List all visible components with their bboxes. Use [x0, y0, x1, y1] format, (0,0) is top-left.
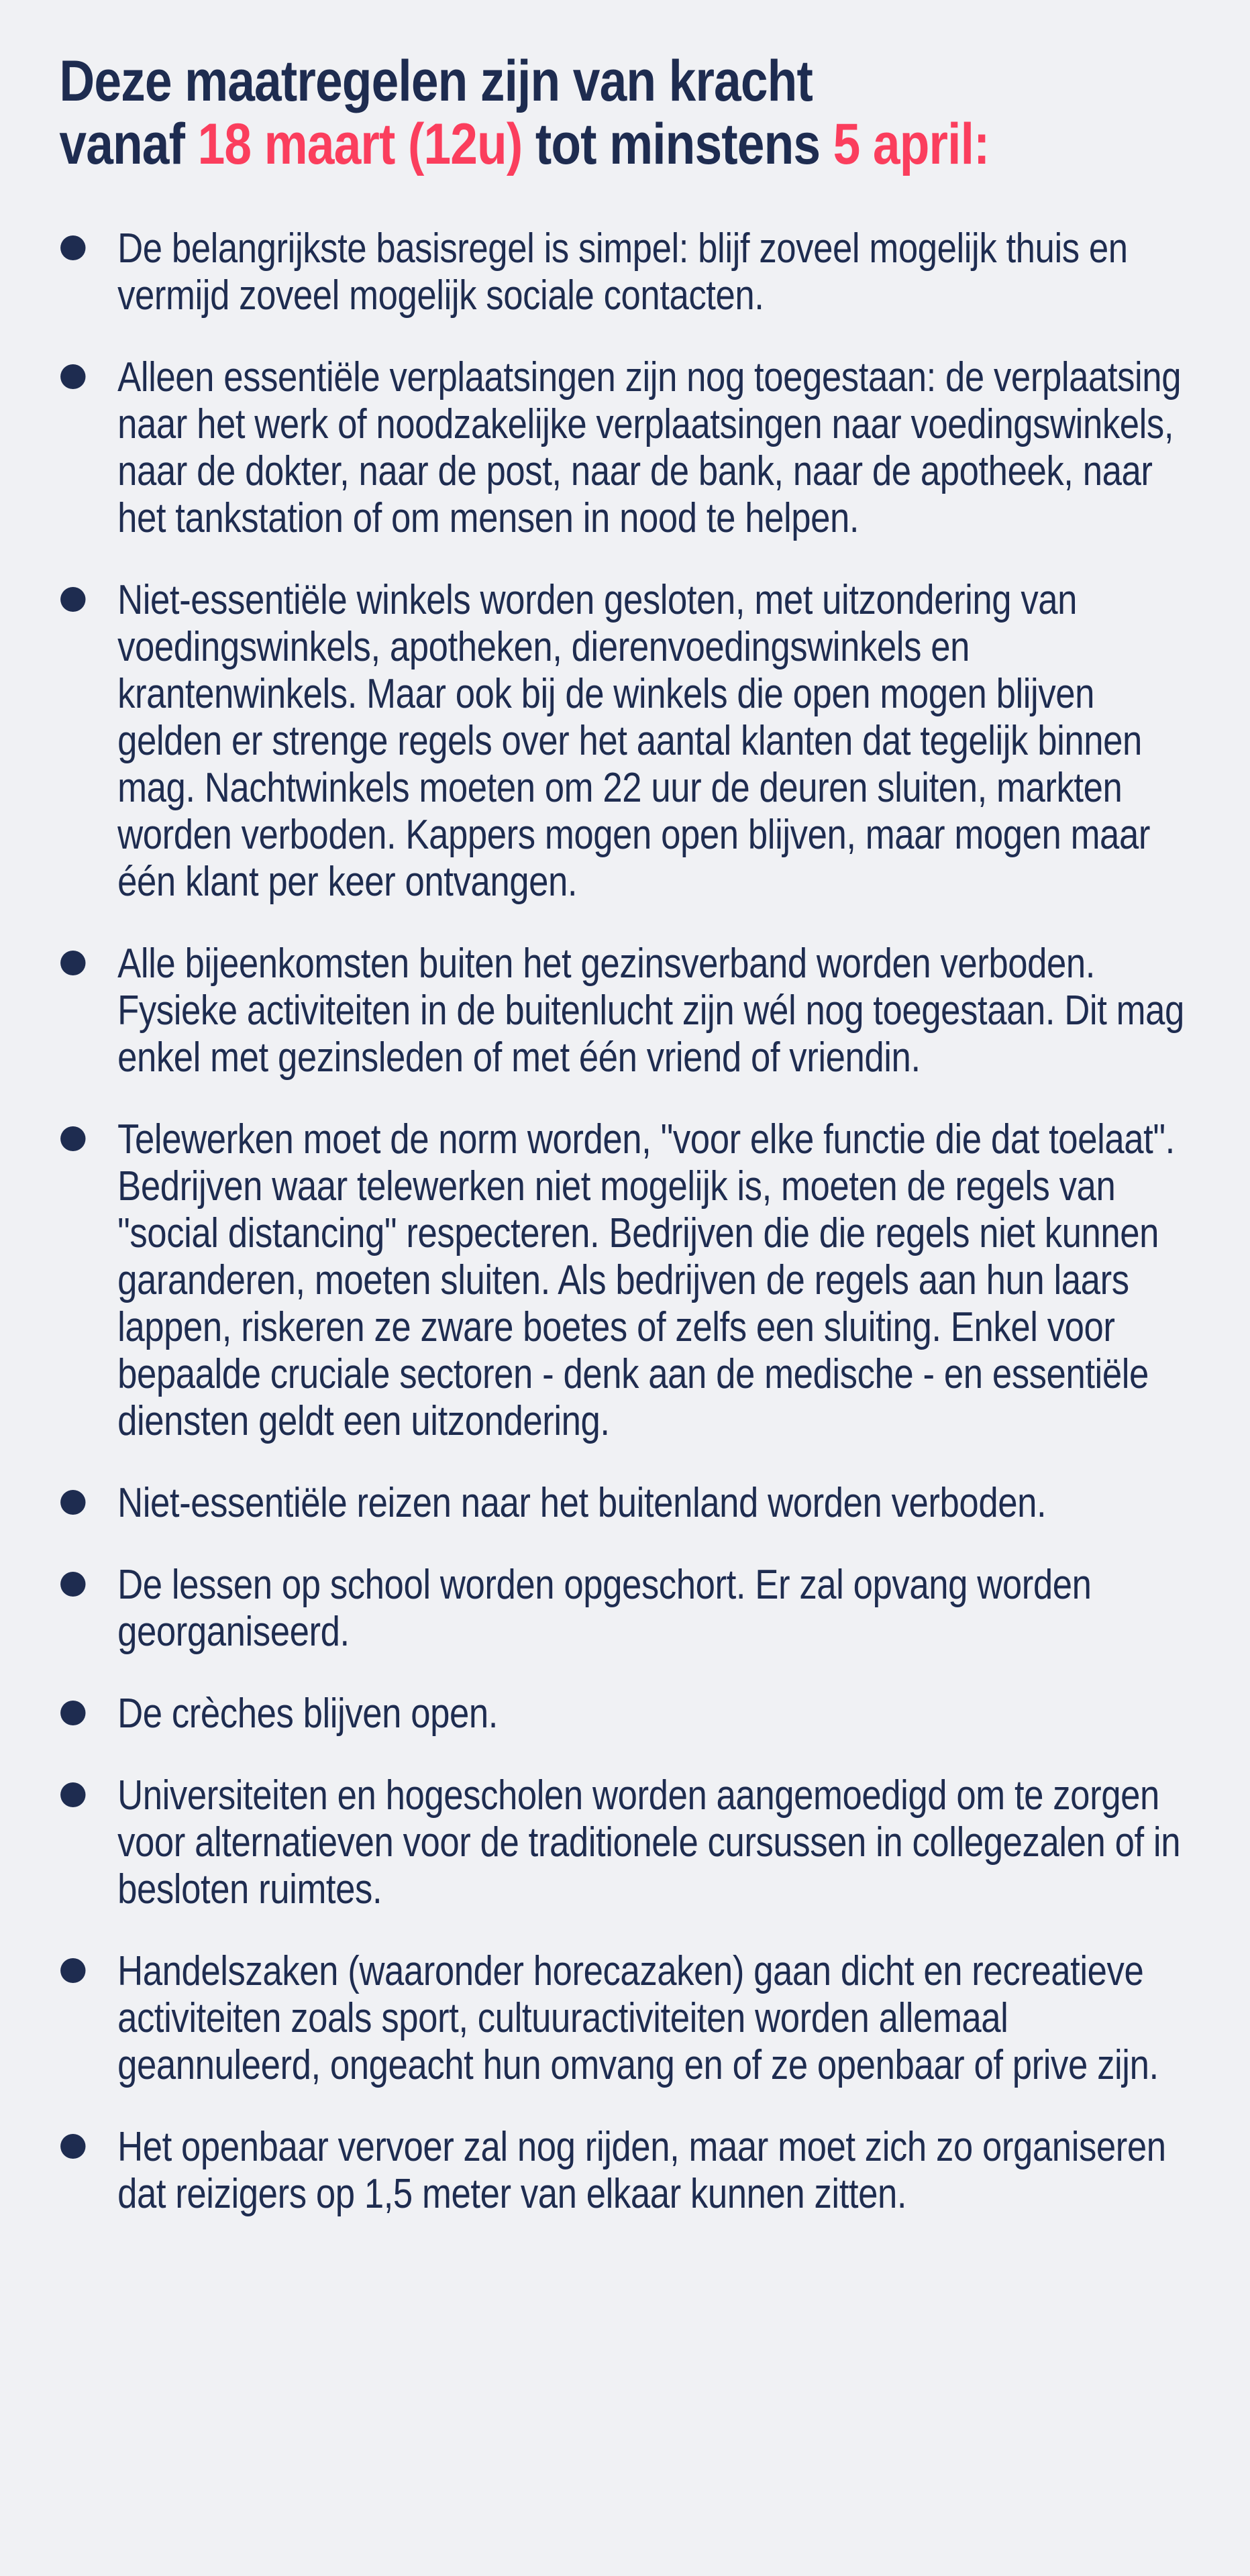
title-line-2 — [59, 113, 1250, 176]
list-item — [60, 1690, 1250, 1737]
bullet-dot-icon — [60, 1490, 85, 1515]
bullet-dot-icon — [60, 1958, 85, 1983]
measure-text: De belangrijkste basisregel is simpel: blijf zoveel mogelijk thuis en vermijd zoveel mogelijk sociale contacten. — [117, 225, 1128, 319]
measure-text: Handelszaken (waaronder horecazaken) gaan dicht en recreatieve activiteiten zoals sport, cultuuractiviteiten worden allemaal geannuleerd, ongeacht hun omvang en of ze openbaar of prive zijn. — [117, 1948, 1159, 2088]
measure-text: Universiteiten en hogescholen worden aangemoedigd om te zorgen voor alternatieven voor de traditionele cursussen in collegezalen of in besloten ruimtes. — [117, 1772, 1181, 1913]
bullet-dot-icon — [60, 1572, 85, 1597]
bullet-dot-icon — [60, 235, 85, 260]
bullet-dot-icon — [60, 2134, 85, 2159]
page-title — [59, 50, 1250, 176]
bullet-dot-icon — [60, 1701, 85, 1725]
list-item — [60, 1948, 1250, 2089]
title-line-1: Deze maatregelen zijn van kracht — [59, 49, 813, 113]
measure-text: Het openbaar vervoer zal nog rijden, maar moet zich zo organiseren dat reizigers op 1,5 meter van elkaar kunnen zitten. — [117, 2124, 1166, 2217]
measure-text: Alle bijeenkomsten buiten het gezinsverband worden verboden. Fysieke activiteiten in de buitenlucht zijn wél nog toegestaan. Dit mag enkel met gezinsleden of met één vriend of vriendin. — [117, 941, 1184, 1081]
measure-text: De crèches blijven open. — [117, 1690, 499, 1737]
title-text-segment: vanaf — [59, 112, 198, 176]
title-accent-date: 5 april: — [833, 112, 990, 176]
bullet-dot-icon — [60, 587, 85, 612]
list-item — [60, 941, 1250, 1081]
list-item — [60, 225, 1250, 319]
title-accent-date: 18 maart (12u) — [197, 112, 523, 176]
measure-text: De lessen op school worden opgeschort. Er zal opvang worden georganiseerd. — [117, 1562, 1092, 1655]
measure-text: Niet-essentiële reizen naar het buitenland worden verboden. — [117, 1480, 1047, 1526]
measure-text: Niet-essentiële winkels worden gesloten, met uitzondering van voedingswinkels, apotheken, dierenvoedingswinkels en krantenwinkels. Maar ook bij de winkels die open mogen blijven gelden er strenge regels over het aantal klanten dat tegelijk binnen mag. Nachtwinkels moeten om 22 uur de deuren sluiten, markten worden verboden. Kappers mogen open blijven, maar mogen maar één klant per keer ontvangen. — [117, 577, 1150, 905]
measures-list — [59, 225, 1250, 2218]
list-item — [60, 2124, 1250, 2218]
list-item — [60, 1772, 1250, 1913]
measure-text: Telewerken moet de norm worden, "voor elke functie die dat toelaat". Bedrijven waar telewerken niet mogelijk is, moeten de regels van "social distancing" respecteren. Bedrijven die die regels niet kunnen garanderen, moeten sluiten. Als bedrijven de regels aan hun laars lappen, riskeren ze zware boetes of zelfs een sluiting. Enkel voor bepaalde cruciale sectoren - denk aan de medische - en essentiële diensten geldt een uitzondering. — [117, 1116, 1175, 1444]
bullet-dot-icon — [60, 1782, 85, 1807]
bullet-dot-icon — [60, 364, 85, 389]
list-item — [60, 1116, 1250, 1445]
measure-text: Alleen essentiële verplaatsingen zijn nog toegestaan: de verplaatsing naar het werk of noodzakelijke verplaatsingen naar voedingswinkels, naar de dokter, naar de post, naar de bank, naar de apotheek, naar het tankstation of om mensen in nood te helpen. — [117, 354, 1182, 541]
list-item — [60, 577, 1250, 906]
title-text-segment: tot minstens — [522, 112, 833, 176]
list-item — [60, 354, 1250, 542]
list-item — [60, 1480, 1250, 1527]
list-item — [60, 1562, 1250, 1656]
bullet-dot-icon — [60, 951, 85, 975]
bullet-dot-icon — [60, 1126, 85, 1151]
